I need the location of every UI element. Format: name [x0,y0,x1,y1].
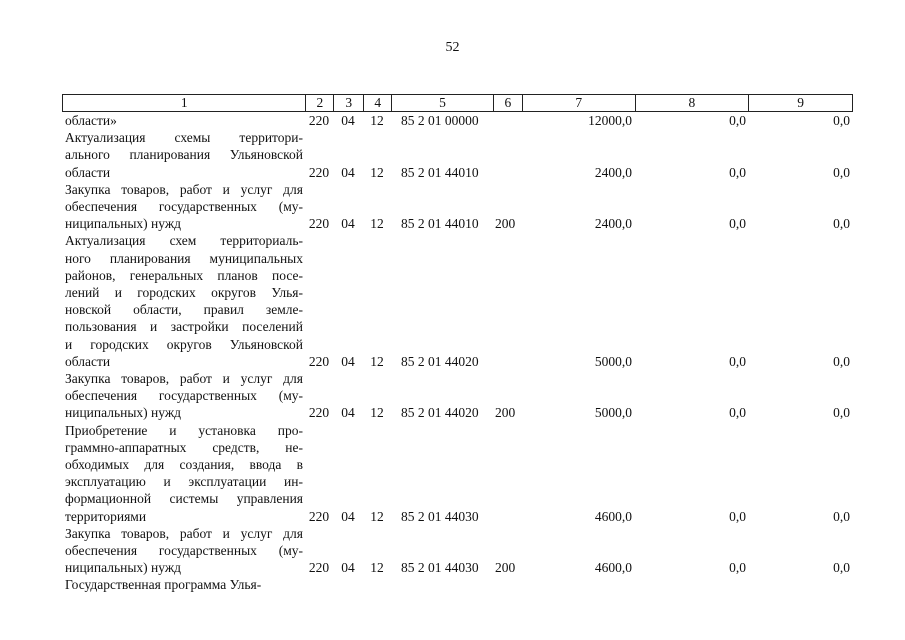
description-line: новской области, правил земле- [65,302,303,318]
row-col-4: 12 [370,164,384,180]
row-col-7: 5000,0 [594,353,632,369]
header-col-9: 9 [748,95,852,111]
row-col-4: 12 [370,508,384,524]
description-line: обеспечения государственных (му- [65,199,303,215]
description-line: ального планирования Ульяновской [65,147,303,163]
table-body [62,112,853,594]
row-col-2: 220 [308,508,330,524]
row-col-8: 0,0 [729,508,746,524]
row-description [62,129,305,181]
row-col-7: 2400,0 [594,216,632,232]
row-col-2: 220 [308,164,330,180]
row-col-7: 5000,0 [594,405,632,421]
description-line: области [65,164,111,180]
table-row [62,112,853,129]
row-description [62,525,305,577]
description-line: ниципальных) нужд [65,405,182,421]
row-description [62,232,305,370]
table-row [62,576,853,593]
row-col-3: 04 [341,405,355,421]
description-line: Приобретение и установка про- [65,422,303,438]
row-col-5: 85 2 01 44010 [401,164,479,180]
description-line: области [65,353,111,369]
row-col-5: 85 2 01 44010 [401,216,479,232]
row-col-8: 0,0 [729,353,746,369]
header-col-5: 5 [391,95,493,111]
row-col-5: 85 2 01 44020 [401,353,479,369]
header-col-6: 6 [493,95,522,111]
row-col-8: 0,0 [729,113,746,128]
row-col-4: 12 [370,353,384,369]
description-line: территориями [65,508,147,524]
row-col-3: 04 [341,216,355,232]
row-col-2: 220 [308,113,330,128]
row-col-9: 0,0 [833,113,850,128]
row-description [62,112,305,129]
row-col-2: 220 [308,560,330,576]
row-col-3: 04 [341,164,355,180]
header-col-4: 4 [363,95,391,111]
table-row [62,129,853,181]
description-line: обходимых для создания, ввода в [65,457,303,473]
description-line: Закупка товаров, работ и услуг для [65,181,303,197]
row-col-4: 12 [370,113,384,128]
table-row [62,422,853,525]
row-col-5: 85 2 01 00000 [401,113,479,128]
row-col-8: 0,0 [729,164,746,180]
description-line: эксплуатацию и эксплуатации ин- [65,474,303,490]
row-col-2: 220 [308,353,330,369]
row-col-2: 220 [308,216,330,232]
budget-table [62,94,853,594]
row-col-3: 04 [341,560,355,576]
row-col-3: 04 [341,353,355,369]
description-line: обеспечения государственных (му- [65,388,303,404]
row-description [62,422,305,525]
description-line: области» [65,113,117,128]
row-col-8: 0,0 [729,405,746,421]
table-row [62,232,853,370]
row-col-7: 4600,0 [594,508,632,524]
row-col-4: 12 [370,560,384,576]
description-line: пользования и застройки поселений [65,319,303,335]
row-description [62,370,305,422]
header-col-3: 3 [333,95,363,111]
row-col-8: 0,0 [729,216,746,232]
row-col-2: 220 [308,405,330,421]
table-row [62,525,853,577]
header-col-7: 7 [522,95,635,111]
description-line: Актуализация схем территориаль- [65,233,303,249]
row-col-9: 0,0 [833,216,850,232]
row-col-9: 0,0 [833,164,850,180]
row-col-6: 200 [495,405,516,421]
description-line: ниципальных) нужд [65,560,182,576]
row-description [62,576,305,593]
row-col-4: 12 [370,405,384,421]
description-line: районов, генеральных планов посе- [65,267,303,283]
row-col-9: 0,0 [833,508,850,524]
row-col-5: 85 2 01 44030 [401,560,479,576]
row-col-4: 12 [370,216,384,232]
row-description [62,181,305,233]
header-col-2: 2 [305,95,333,111]
row-col-8: 0,0 [729,560,746,576]
description-line: ниципальных) нужд [65,216,182,232]
description-line: ного планирования муниципальных [65,250,303,266]
table-row [62,181,853,233]
description-line: граммно-аппаратных средств, не- [65,439,303,455]
row-col-7: 4600,0 [594,560,632,576]
row-col-7: 12000,0 [588,113,632,128]
description-line: формационной системы управления [65,491,303,507]
page-number: 52 [445,40,460,55]
row-col-7: 2400,0 [594,164,632,180]
row-col-9: 0,0 [833,405,850,421]
description-line: Актуализация схемы территори- [65,130,303,146]
row-col-9: 0,0 [833,353,850,369]
row-col-5: 85 2 01 44030 [401,508,479,524]
header-col-8: 8 [635,95,749,111]
row-col-3: 04 [341,113,355,128]
table-row [62,370,853,422]
header-col-1: 1 [180,95,188,110]
description-line: Государственная программа Улья- [65,577,262,593]
description-line: лений и городских округов Улья- [65,285,303,301]
row-col-6: 200 [495,216,516,232]
table-header-row [62,94,853,112]
row-col-5: 85 2 01 44020 [401,405,479,421]
row-col-9: 0,0 [833,560,850,576]
description-line: Закупка товаров, работ и услуг для [65,525,303,541]
description-line: обеспечения государственных (му- [65,543,303,559]
description-line: и городских округов Ульяновской [65,336,303,352]
description-line: Закупка товаров, работ и услуг для [65,371,303,387]
row-col-3: 04 [341,508,355,524]
row-col-6: 200 [495,560,516,576]
